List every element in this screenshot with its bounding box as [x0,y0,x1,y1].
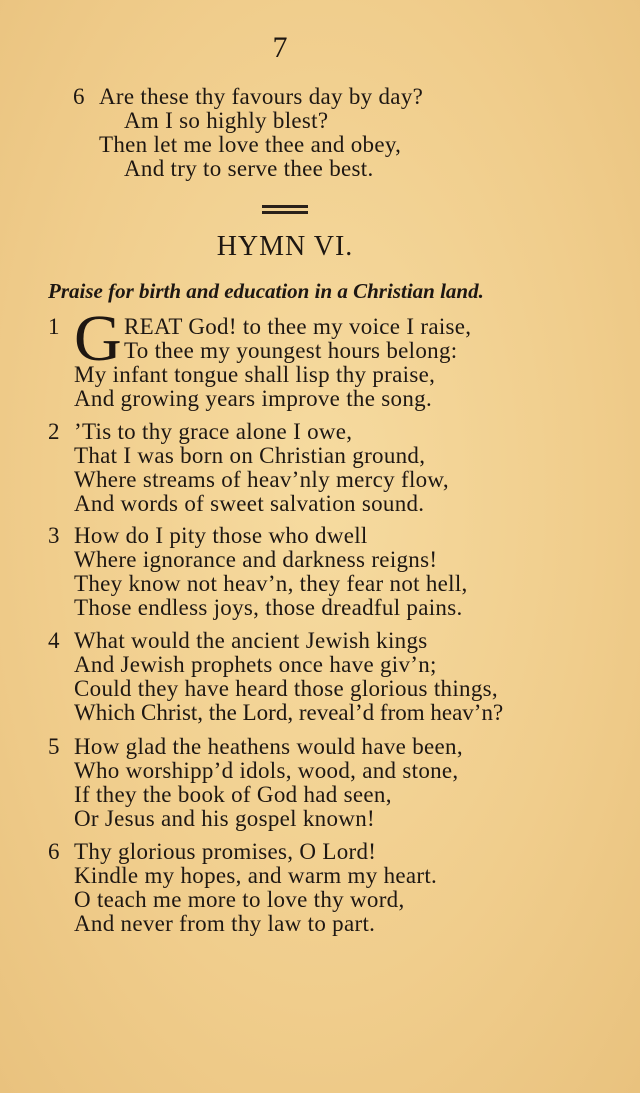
verse-line: Am I so highly blest? [124,108,329,133]
stanza-number: 6 [73,84,85,109]
page-number: 7 [272,31,288,64]
hymn-title: HYMN VI. [216,231,354,262]
verse-line: What would the ancient Jewish kings [74,628,428,653]
verse-line: Could they have heard those glorious things, [74,676,498,701]
stanza-number: 4 [48,628,60,653]
verse-line: ’Tis to thy grace alone I owe, [74,419,353,444]
verse-line: Which Christ, the Lord, reveal’d from heav’n? [74,700,504,725]
verse-line: And growing years improve the song. [74,386,432,411]
verse-line: They know not heav’n, they fear not hell, [74,571,468,596]
separator-rule [262,211,308,214]
verse-line: Those endless joys, those dreadful pains. [74,595,463,620]
stanza-number: 5 [48,734,60,759]
verse-line: How glad the heathens would have been, [74,734,463,759]
separator-rule [262,205,308,208]
verse-line: And never from thy law to part. [74,911,376,936]
verse-line: Where streams of heav’nly mercy flow, [74,467,449,492]
verse-line: Are these thy favours day by day? [99,84,424,109]
stanza-number: 3 [48,523,60,548]
verse-line: And try to serve thee best. [124,156,374,181]
verse-line: Who worshipp’d idols, wood, and stone, [74,758,459,783]
drop-cap: G [74,302,122,375]
verse-line: To thee my youngest hours belong: [124,338,458,363]
verse-line: If they the book of God had seen, [74,782,392,807]
hymn-subtitle: Praise for birth and education in a Christian land. [48,279,484,303]
stanza-number: 1 [48,314,60,339]
verse-line: REAT God! to thee my voice I raise, [124,314,472,339]
verse-line: Or Jesus and his gospel known! [74,806,375,831]
verse-line: Then let me love thee and obey, [99,132,402,157]
verse-line: My infant tongue shall lisp thy praise, [74,362,436,387]
stanza-number: 6 [48,839,60,864]
verse-line: And words of sweet salvation sound. [74,491,425,516]
verse-line: Where ignorance and darkness reigns! [74,547,438,572]
verse-line: O teach me more to love thy word, [74,887,405,912]
verse-line: How do I pity those who dwell [74,523,368,548]
stanza-number: 2 [48,419,60,444]
verse-line: That I was born on Christian ground, [74,443,426,468]
verse-line: Thy glorious promises, O Lord! [74,839,377,864]
verse-line: And Jewish prophets once have giv’n; [74,652,437,677]
verse-line: Kindle my hopes, and warm my heart. [74,863,438,888]
